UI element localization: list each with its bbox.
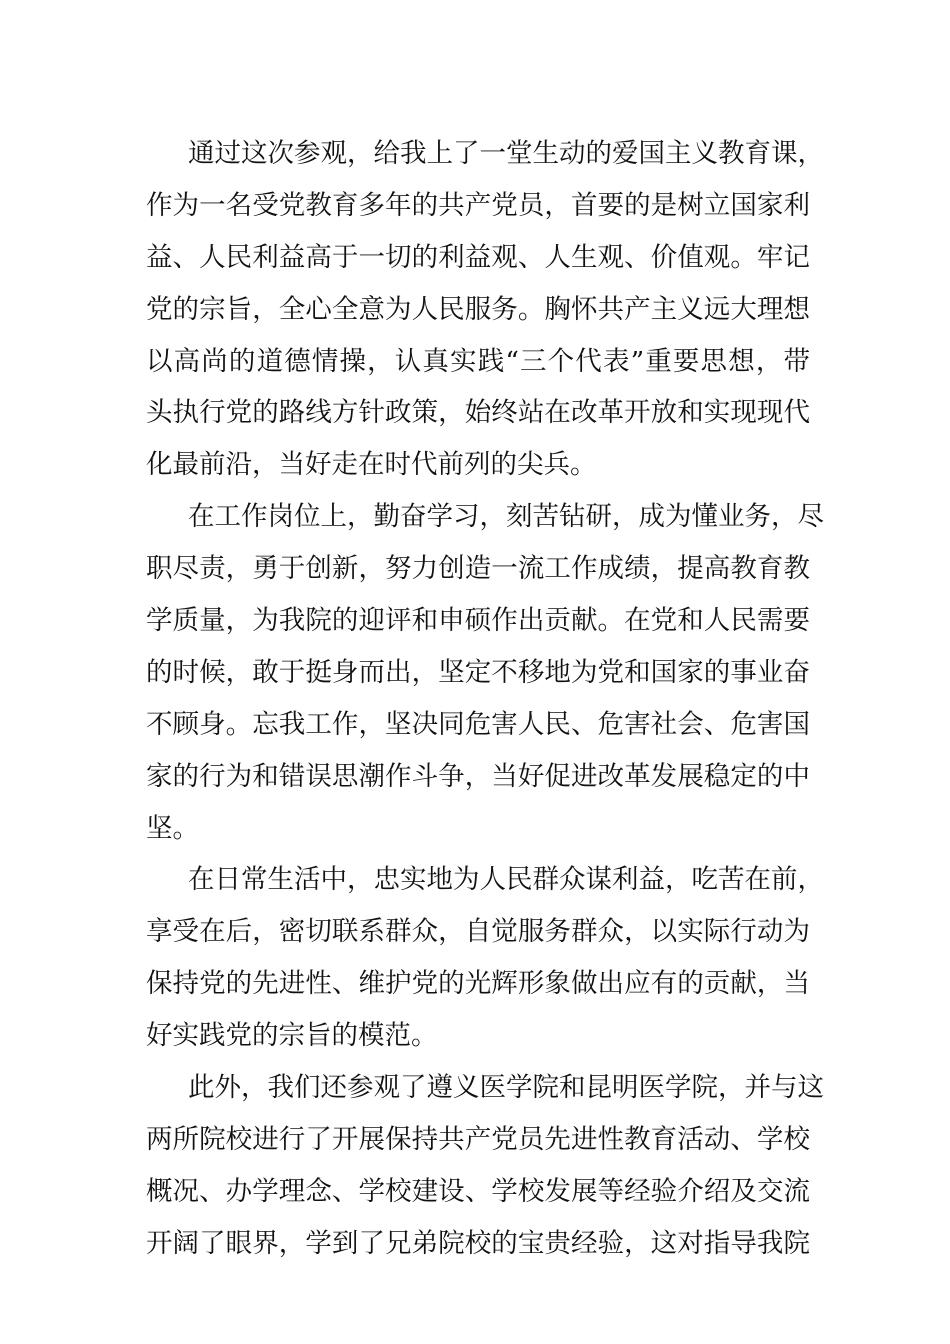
text-line: 在日常生活中，忠实地为人民群众谋利益，吃苦在前， (188, 864, 824, 896)
text-line: 此外，我们还参观了遵义医学院和昆明医学院，并与这 (188, 1072, 824, 1104)
text-line: 坚。 (146, 812, 199, 844)
text-line: 家的行为和错误思潮作斗争，当好促进改革发展稳定的中 (146, 760, 810, 792)
text-line: 通过这次参观，给我上了一堂生动的爱国主义教育课， (188, 138, 824, 169)
text-line: 以高尚的道德情操，认真实践“三个代表”重要思想，带 (146, 345, 810, 377)
document-body (146, 128, 824, 1270)
paragraph-4 (146, 1062, 824, 1270)
paragraph-1 (146, 128, 824, 491)
text-line: 党的宗旨，全心全意为人民服务。胸怀共产主义远大理想 (146, 293, 810, 325)
text-line: 概况、办学理念、学校建设、学校发展等经验介绍及交流 (146, 1175, 810, 1207)
text-line: 享受在后，密切联系群众，自觉服务群众，以实际行动为 (146, 916, 810, 948)
text-line: 作为一名受党教育多年的共产党员，首要的是树立国家利 (146, 189, 810, 221)
text-line: 在工作岗位上，勤奋学习，刻苦钻研，成为懂业务，尽 (188, 501, 824, 533)
text-line: 两所院校进行了开展保持共产党员先进性教育活动、学校 (146, 1123, 810, 1155)
text-line: 头执行党的路线方针政策，始终站在改革开放和实现现代 (146, 397, 810, 429)
text-line: 益、人民利益高于一切的利益观、人生观、价值观。牢记 (146, 241, 810, 273)
paragraph-3 (146, 854, 824, 1062)
text-line: 的时候，敢于挺身而出，坚定不移地为党和国家的事业奋 (146, 656, 810, 688)
text-line: 化最前沿，当好走在时代前列的尖兵。 (146, 449, 597, 481)
text-line: 不顾身。忘我工作，坚决同危害人民、危害社会、危害国 (146, 708, 810, 740)
text-line: 好实践党的宗旨的模范。 (146, 1020, 438, 1052)
paragraph-2 (146, 491, 824, 854)
text-line: 学质量，为我院的迎评和申硕作出贡献。在党和人民需要 (146, 605, 810, 637)
text-line: 保持党的先进性、维护党的光辉形象做出应有的贡献，当 (146, 968, 810, 1000)
text-line: 开阔了眼界，学到了兄弟院校的宝贵经验，这对指导我院 (146, 1227, 810, 1259)
text-line: 职尽责，勇于创新，努力创造一流工作成绩，提高教育教 (146, 553, 810, 585)
